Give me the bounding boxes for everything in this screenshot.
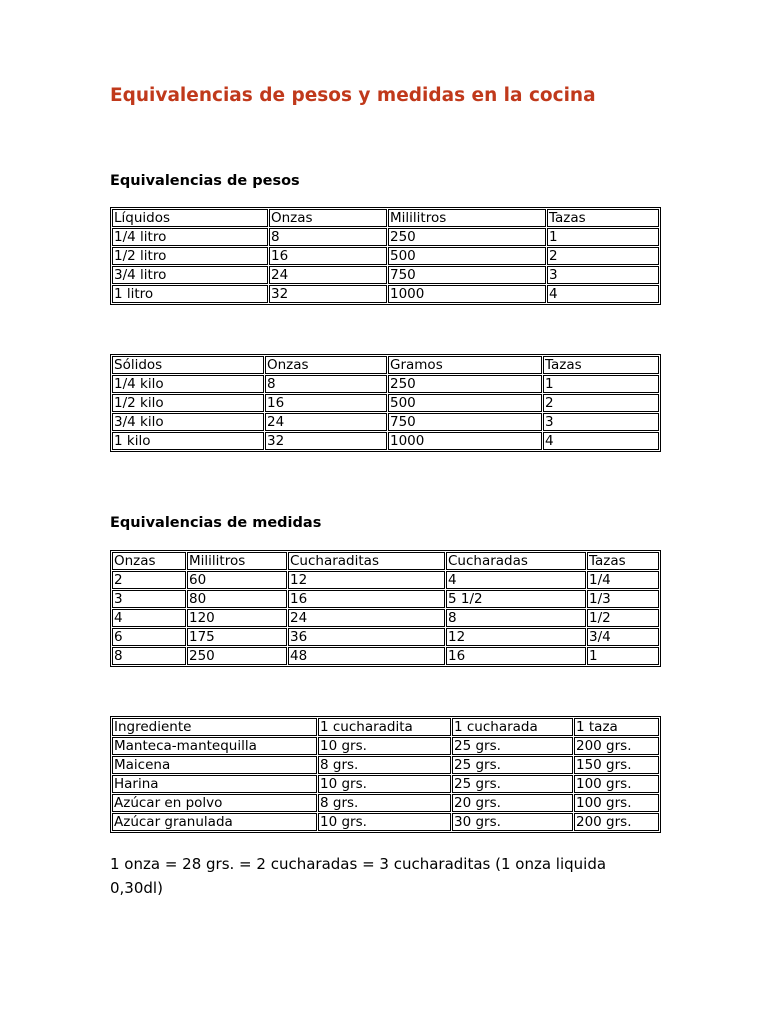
table-cell: 250 bbox=[388, 228, 546, 246]
table-cell: 200 grs. bbox=[574, 737, 659, 755]
table-row bbox=[112, 794, 659, 812]
table-cell: 8 bbox=[112, 647, 186, 665]
table-cell: 8 bbox=[265, 375, 387, 393]
table-cell: 25 grs. bbox=[452, 775, 573, 793]
table-cell: 4 bbox=[547, 285, 659, 303]
table-header-cell: Tazas bbox=[547, 209, 659, 227]
table-row bbox=[112, 571, 659, 589]
table-cell: 10 grs. bbox=[318, 775, 451, 793]
table-row bbox=[112, 413, 659, 431]
table-cell: 1000 bbox=[388, 285, 546, 303]
table-cell: 16 bbox=[446, 647, 586, 665]
table-header-row bbox=[112, 552, 659, 570]
table-header-cell: Mililitros bbox=[388, 209, 546, 227]
table-header-cell: Líquidos bbox=[112, 209, 268, 227]
table-header-cell: Gramos bbox=[388, 356, 542, 374]
table-cell: 32 bbox=[269, 285, 387, 303]
table-row bbox=[112, 590, 659, 608]
table-row bbox=[112, 394, 659, 412]
table-row bbox=[112, 609, 659, 627]
table-row bbox=[112, 247, 659, 265]
table-header-cell: Sólidos bbox=[112, 356, 264, 374]
table-cell: 2 bbox=[112, 571, 186, 589]
table-cell: Maicena bbox=[112, 756, 317, 774]
table-cell: 16 bbox=[288, 590, 445, 608]
table-cell: 36 bbox=[288, 628, 445, 646]
solids-table-body bbox=[112, 356, 659, 450]
table-cell: 3 bbox=[543, 413, 659, 431]
table-cell: 1/4 kilo bbox=[112, 375, 264, 393]
table-cell: 1/4 bbox=[587, 571, 659, 589]
table-cell: 1 kilo bbox=[112, 432, 264, 450]
table-header-cell: Mililitros bbox=[187, 552, 287, 570]
table-cell: 1/2 bbox=[587, 609, 659, 627]
table-cell: 30 grs. bbox=[452, 813, 573, 831]
table-cell: 1000 bbox=[388, 432, 542, 450]
liquids-table-body bbox=[112, 209, 659, 303]
table-cell: 2 bbox=[547, 247, 659, 265]
table-row bbox=[112, 228, 659, 246]
table-cell: 120 bbox=[187, 609, 287, 627]
table-cell: 1 bbox=[543, 375, 659, 393]
table-cell: 48 bbox=[288, 647, 445, 665]
table-cell: Azúcar en polvo bbox=[112, 794, 317, 812]
table-header-row bbox=[112, 718, 659, 736]
conversion-note: 1 onza = 28 grs. = 2 cucharadas = 3 cucharaditas (1 onza liquida 0,30dl) bbox=[110, 855, 607, 897]
table-cell: 20 grs. bbox=[452, 794, 573, 812]
table-header-cell: Tazas bbox=[543, 356, 659, 374]
table-cell: 5 1/2 bbox=[446, 590, 586, 608]
table-cell: 2 bbox=[543, 394, 659, 412]
table-cell: 4 bbox=[446, 571, 586, 589]
measures-table bbox=[110, 550, 661, 667]
table-header-cell: Onzas bbox=[265, 356, 387, 374]
table-cell: Azúcar granulada bbox=[112, 813, 317, 831]
table-row bbox=[112, 375, 659, 393]
table-row bbox=[112, 628, 659, 646]
table-cell: 1/2 litro bbox=[112, 247, 268, 265]
table-cell: 1 bbox=[587, 647, 659, 665]
table-cell: 1/4 litro bbox=[112, 228, 268, 246]
table-header-cell: Onzas bbox=[269, 209, 387, 227]
table-cell: 1 bbox=[547, 228, 659, 246]
table-cell: 32 bbox=[265, 432, 387, 450]
table-cell: 24 bbox=[288, 609, 445, 627]
table-cell: 3 bbox=[112, 590, 186, 608]
table-row bbox=[112, 266, 659, 284]
table-cell: 8 grs. bbox=[318, 756, 451, 774]
liquids-table bbox=[110, 207, 661, 305]
table-cell: 1/3 bbox=[587, 590, 659, 608]
table-row bbox=[112, 647, 659, 665]
table-cell: 3/4 bbox=[587, 628, 659, 646]
table-header-row bbox=[112, 356, 659, 374]
table-header-cell: 1 taza bbox=[574, 718, 659, 736]
table-cell: 8 grs. bbox=[318, 794, 451, 812]
table-cell: 12 bbox=[446, 628, 586, 646]
table-row bbox=[112, 737, 659, 755]
table-cell: Manteca-mantequilla bbox=[112, 737, 317, 755]
table-cell: 250 bbox=[388, 375, 542, 393]
table-cell: 1/2 kilo bbox=[112, 394, 264, 412]
table-cell: 25 grs. bbox=[452, 756, 573, 774]
table-cell: 24 bbox=[269, 266, 387, 284]
table-cell: Harina bbox=[112, 775, 317, 793]
measures-table-body bbox=[112, 552, 659, 665]
table-cell: 3 bbox=[547, 266, 659, 284]
table-cell: 3/4 kilo bbox=[112, 413, 264, 431]
table-row bbox=[112, 813, 659, 831]
ingredients-table-body bbox=[112, 718, 659, 831]
table-cell: 8 bbox=[269, 228, 387, 246]
section-heading-weights: Equivalencias de pesos bbox=[110, 173, 300, 189]
table-cell: 500 bbox=[388, 247, 546, 265]
table-cell: 250 bbox=[187, 647, 287, 665]
table-cell: 200 grs. bbox=[574, 813, 659, 831]
table-cell: 4 bbox=[112, 609, 186, 627]
ingredients-table bbox=[110, 716, 661, 833]
table-header-cell: Cucharaditas bbox=[288, 552, 445, 570]
table-cell: 750 bbox=[388, 266, 546, 284]
table-header-cell: Cucharadas bbox=[446, 552, 586, 570]
table-cell: 150 grs. bbox=[574, 756, 659, 774]
table-cell: 500 bbox=[388, 394, 542, 412]
table-cell: 6 bbox=[112, 628, 186, 646]
table-cell: 1 litro bbox=[112, 285, 268, 303]
table-cell: 750 bbox=[388, 413, 542, 431]
table-row bbox=[112, 285, 659, 303]
table-header-cell: Onzas bbox=[112, 552, 186, 570]
table-cell: 175 bbox=[187, 628, 287, 646]
section-heading-measures: Equivalencias de medidas bbox=[110, 515, 322, 531]
table-header-cell: 1 cucharadita bbox=[318, 718, 451, 736]
table-header-row bbox=[112, 209, 659, 227]
solids-table bbox=[110, 354, 661, 452]
table-cell: 12 bbox=[288, 571, 445, 589]
table-cell: 10 grs. bbox=[318, 737, 451, 755]
table-cell: 25 grs. bbox=[452, 737, 573, 755]
table-cell: 100 grs. bbox=[574, 794, 659, 812]
table-cell: 3/4 litro bbox=[112, 266, 268, 284]
table-row bbox=[112, 756, 659, 774]
table-header-cell: 1 cucharada bbox=[452, 718, 573, 736]
table-cell: 80 bbox=[187, 590, 287, 608]
table-cell: 60 bbox=[187, 571, 287, 589]
page-title: Equivalencias de pesos y medidas en la cocina bbox=[110, 85, 596, 106]
table-cell: 10 grs. bbox=[318, 813, 451, 831]
table-cell: 16 bbox=[269, 247, 387, 265]
table-header-cell: Tazas bbox=[587, 552, 659, 570]
table-cell: 100 grs. bbox=[574, 775, 659, 793]
table-cell: 4 bbox=[543, 432, 659, 450]
table-cell: 16 bbox=[265, 394, 387, 412]
table-row bbox=[112, 775, 659, 793]
table-row bbox=[112, 432, 659, 450]
table-header-cell: Ingrediente bbox=[112, 718, 317, 736]
table-cell: 24 bbox=[265, 413, 387, 431]
table-cell: 8 bbox=[446, 609, 586, 627]
